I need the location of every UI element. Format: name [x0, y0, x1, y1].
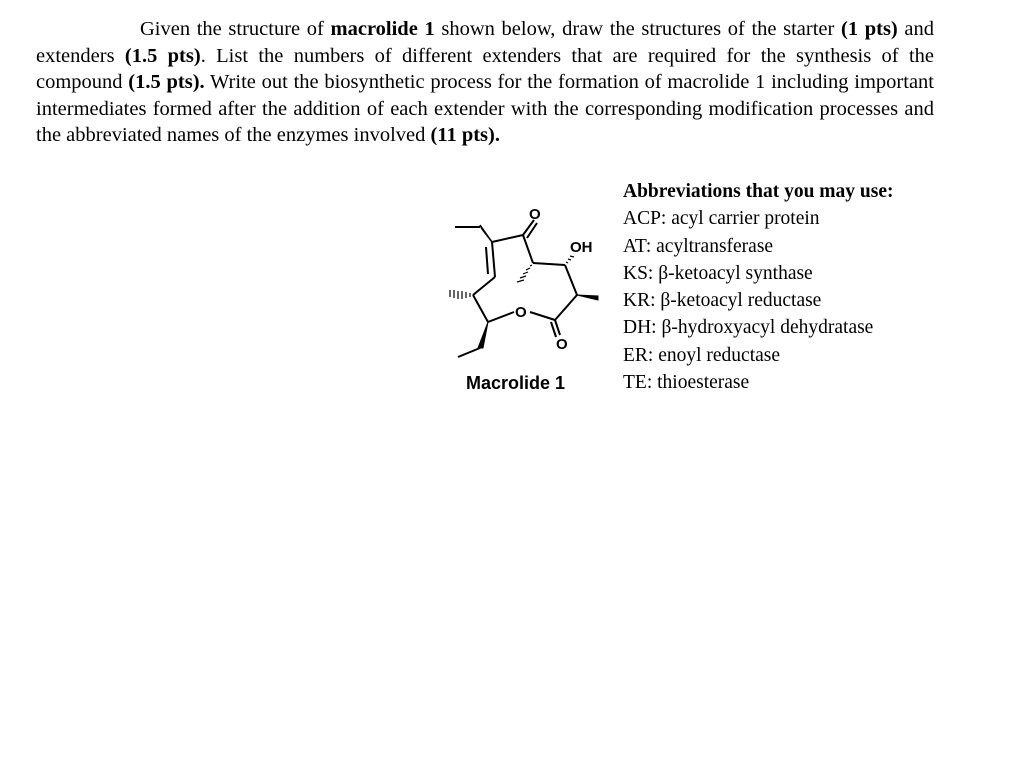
abbreviation-item: ACP: acyl carrier protein	[623, 208, 820, 230]
abbreviation-item: KS: β-ketoacyl synthase	[623, 262, 813, 284]
abbreviations-heading: Abbreviations that you may use:	[623, 181, 894, 202]
abbreviation-item: KR: β-ketoacyl reductase	[623, 290, 822, 312]
abbreviation-item: TE: thioesterase	[623, 372, 750, 394]
ester-oxygen-label: O	[556, 336, 568, 353]
ring-oxygen-label: O	[515, 304, 527, 321]
abbreviations-list	[623, 178, 894, 396]
question-text: Given the structure of macrolide 1 shown below, draw the structures of the starter (1 pts) and extenders (1.5 pts). List the numbers of different extenders that are required for the synthesis of the compound (1.5 pts). Write out the biosynthetic process for the formation of macrolide 1 including important intermediates formed after the addition of each extender with the corresponding modification processes and the abbreviated names of the enzymes involved (11 pts).	[36, 18, 935, 146]
abbreviation-item: DH: β-hydroxyacyl dehydratase	[623, 317, 874, 339]
hydroxyl-label: OH	[570, 239, 593, 256]
abbreviation-item: ER: enoyl reductase	[623, 344, 781, 366]
structure-caption: Macrolide 1	[466, 373, 566, 393]
ketone-oxygen-label: O	[529, 206, 541, 223]
abbreviation-item: AT: acyltransferase	[623, 235, 774, 257]
